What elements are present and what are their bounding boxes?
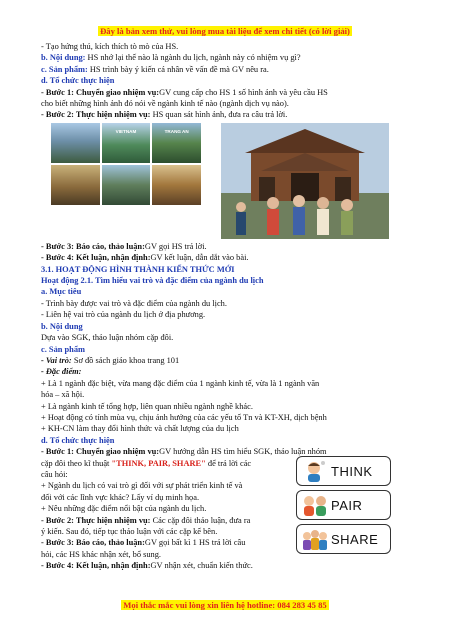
label: - Bước 3: Báo cáo, thảo luận: xyxy=(41,241,145,251)
line-text: GV gọi HS trả lời. xyxy=(144,241,207,251)
text-line: - Liên hệ vai trò của ngành du lịch ở địa phương. xyxy=(41,310,206,320)
label: - Vai trò: xyxy=(41,355,72,365)
text-line: đối với các lĩnh vực khác? Lấy ví dụ minh họa. xyxy=(41,492,200,502)
section-title: 3.1. HOẠT ĐỘNG HÌNH THÀNH KIẾN THỨC MỚI xyxy=(41,264,235,274)
text-line: - Tạo hứng thú, kích thích tò mò của HS. xyxy=(41,42,179,51)
think-pair-share-graphic xyxy=(296,456,391,558)
text-line: - Trình bày được vai trò và đặc điểm của ngành du lịch. xyxy=(41,298,227,308)
text-line: cho biết những hình ảnh đó nói về ngành kinh tế nào (ngành dịch vụ nào). xyxy=(41,99,289,109)
section-heading: d. Tổ chức thực hiện xyxy=(41,76,115,86)
share-people-icon xyxy=(301,528,329,550)
line-text: HS trình bày ý kiến cá nhân về vấn đề mà GV nêu ra. xyxy=(87,64,269,74)
line-text: để trả lời các xyxy=(205,458,252,468)
thinking-person-icon xyxy=(301,460,327,482)
section-heading: a. Mục tiêu xyxy=(41,287,82,297)
section-heading: c. Sản phẩm xyxy=(41,344,85,354)
photo-tile: VIETNAM xyxy=(102,123,151,163)
line-text: Các cặp đôi thảo luận, đưa ra xyxy=(150,515,251,525)
text-line: + Là 1 ngành đặc biệt, vừa mang đặc điểm của 1 ngành kinh tế, vừa là 1 ngành văn xyxy=(41,378,320,388)
line-text: GV nhận xét, chuẩn kiến thức. xyxy=(150,561,253,571)
line-text: HS nhớ lại thế nào là ngành du lịch, ngành này có nhiệm vụ gì? xyxy=(85,53,301,63)
label: - Bước 2: Thực hiện nhiệm vụ: xyxy=(41,515,151,525)
text-line xyxy=(41,355,392,366)
pair-label: PAIR xyxy=(331,498,363,513)
activity-title: Hoạt động 2.1. Tìm hiểu vai trò và đặc điểm của ngành du lịch xyxy=(41,276,264,286)
footer-banner-text: Mọi thắc mắc vui lòng xin liên hệ hotline: 084 283 45 85 xyxy=(123,600,327,610)
text-line: + KH-CN làm thay đổi hình thức và chất lượng của du lịch xyxy=(41,424,239,434)
section-heading: d. Tổ chức thực hiện xyxy=(41,435,115,445)
photo-tile xyxy=(152,165,201,205)
text-line xyxy=(41,241,392,252)
text-line: Dựa vào SGK, thảo luận nhóm cặp đôi. xyxy=(41,333,174,343)
line-text: GV gọi bất kì 1 HS trả lời câu xyxy=(144,538,246,548)
text-line xyxy=(41,109,392,120)
label: - Bước 4: Kết luận, nhận định: xyxy=(41,561,151,571)
technique-name: "THINK, PAIR, SHARE" xyxy=(111,458,206,468)
label: - Bước 1: Chuyển giao nhiệm vụ: xyxy=(41,447,160,457)
text-line: hỏi, các HS khác nhận xét, bổ sung. xyxy=(41,549,162,559)
label: b. Nội dung: xyxy=(41,53,86,63)
text-line: + Hoạt động có tính mùa vụ, chịu ảnh hưởng của các yếu tố Tn và KT-XH, dịch bệnh xyxy=(41,412,327,422)
header-banner-text: Đây là bản xem thử, vui lòng mua tài liệu để xem chi tiết (có lời giải) xyxy=(100,26,350,36)
think-card xyxy=(296,456,391,486)
line-text: GV kết luận, dẫn dắt vào bài. xyxy=(150,253,249,263)
illustration-photos xyxy=(41,123,392,239)
photo-tile xyxy=(102,165,151,205)
pair-card xyxy=(296,490,391,520)
tourism-photo-grid xyxy=(51,123,201,205)
share-label: SHARE xyxy=(331,532,379,547)
footer-banner xyxy=(0,600,450,610)
share-card xyxy=(296,524,391,554)
think-label: THINK xyxy=(331,464,373,479)
pair-people-icon xyxy=(301,494,329,516)
photo-tile: TRANG AN xyxy=(152,123,201,163)
text-line: + Nêu những đặc điểm nổi bật của ngành du lịch. xyxy=(41,504,207,514)
line-text: GV hướng dẫn HS tìm hiểu SGK, thảo luận nhóm xyxy=(159,447,327,457)
text-line xyxy=(41,252,392,263)
text-line: + Ngành du lịch có vai trò gì đối với sự phát triển kinh tế và xyxy=(41,481,243,491)
temple-photo xyxy=(221,123,389,239)
text-line: - Đặc điểm: xyxy=(41,367,82,377)
line-text: GV cung cấp cho HS 1 số hình ảnh và yêu cầu HS xyxy=(159,87,328,97)
text-line: + Là ngành kinh tế tổng hợp, liên quan nhiều ngành nghề khác. xyxy=(41,401,253,411)
line-text: HS quan sát hình ảnh, đưa ra câu trả lời. xyxy=(150,110,288,120)
text-line: hóa – xã hội. xyxy=(41,390,85,400)
photo-tile xyxy=(51,123,100,163)
label: - Bước 3: Báo cáo, thảo luận: xyxy=(41,538,145,548)
label: - Bước 1: Chuyển giao nhiệm vụ: xyxy=(41,87,160,97)
label: - Bước 2: Thực hiện nhiệm vụ: xyxy=(41,110,151,120)
photo-tile xyxy=(51,165,100,205)
text-line xyxy=(41,87,392,98)
label: - Bước 4: Kết luận, nhận định: xyxy=(41,253,151,263)
line-text: Sơ đồ sách giáo khoa trang 101 xyxy=(71,355,180,365)
text-line xyxy=(41,64,392,75)
text-line: ý kiến. Sau đó, tiếp tục thảo luận với các cặp kế bên. xyxy=(41,527,218,536)
header-banner xyxy=(0,26,450,36)
text-line xyxy=(41,560,392,571)
label: c. Sản phẩm: xyxy=(41,64,88,74)
section-heading: b. Nội dung xyxy=(41,321,83,331)
line-text: cặp đôi theo kĩ thuật xyxy=(41,458,112,468)
text-line xyxy=(41,52,392,63)
text-line: câu hỏi: xyxy=(41,469,68,479)
